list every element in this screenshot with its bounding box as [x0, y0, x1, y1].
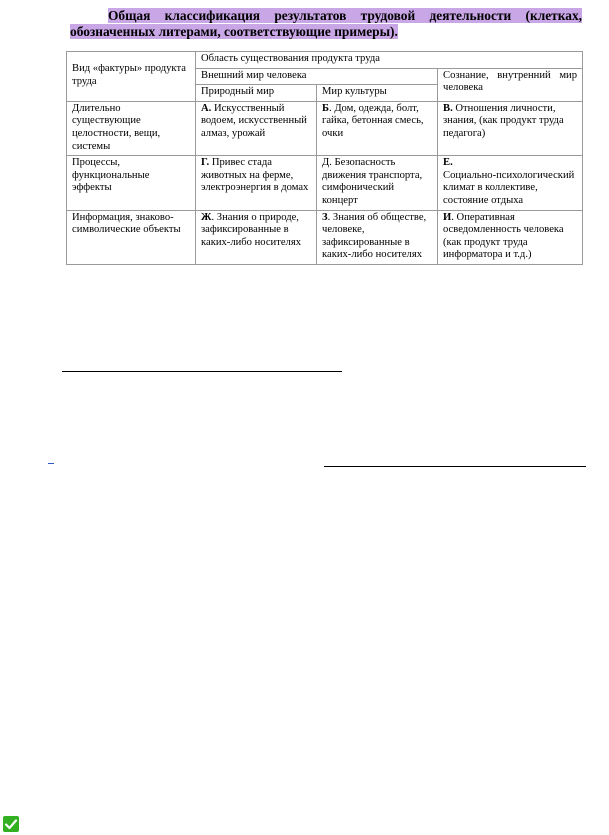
classification-table [66, 51, 583, 265]
header-culture-world: Мир культуры [317, 85, 438, 102]
row-label: Информация, знаково-символические объекты [67, 210, 196, 264]
row-label: Процессы, функциональные эффекты [67, 156, 196, 210]
document-heading [70, 8, 582, 40]
table-cell [438, 156, 583, 210]
cell-text: Социально-психологический климат в коллективе, состояние отдыха [443, 169, 575, 206]
table-cell [317, 156, 438, 210]
horizontal-rule [324, 466, 586, 467]
heading-line-1: Общая классификация результатов трудовой деятельности (клетках, [108, 8, 582, 23]
cell-letter: А. [201, 102, 212, 114]
cell-text: . Знания об обществе, человеке, зафиксированные в каких-либо носителях [322, 211, 427, 261]
cell-text: Искусственный водоем, искусственный алмаз, урожай [201, 102, 307, 139]
cell-text: . Дом, одежда, болт, гайка, бетонная смесь, очки [322, 102, 424, 139]
cell-letter: Б [322, 102, 330, 114]
cell-letter: И [443, 211, 452, 223]
cell-letter: Е. [443, 157, 453, 169]
header-product-type: Вид «фактуры» продукта труда [67, 52, 196, 102]
cell-text: Отношения личности, знания, (как продукт труда педагога) [443, 102, 564, 139]
cell-text: . Оперативная осведомленность человека (как продукт труда информатора и т.д.) [443, 211, 564, 261]
table-row [67, 101, 583, 155]
header-existence-area: Область существования продукта труда [196, 52, 583, 69]
table-cell [317, 210, 438, 264]
table-cell [317, 101, 438, 155]
cell-letter: Ж [201, 211, 212, 223]
table-cell [196, 101, 317, 155]
cell-letter: В. [443, 102, 453, 114]
table-row [67, 210, 583, 264]
table-cell [438, 101, 583, 155]
row-label: Длительно существующие целостности, вещи, системы [67, 101, 196, 155]
table-cell [438, 210, 583, 264]
link-underline-mark[interactable] [48, 463, 54, 464]
cell-text: . Знания о природе, зафиксированные в каких-либо носителях [201, 211, 302, 248]
cell-letter: Г. [201, 157, 210, 169]
header-consciousness: Сознание, внутренний мир человека [438, 68, 583, 101]
cell-text: Д. Безопасность движения транспорта, симфонический концерт [322, 157, 423, 206]
checkmark-icon [3, 816, 19, 832]
cell-text: Привес стада животных на ферме, электроэнергия в домах [201, 157, 309, 194]
cell-letter: З [322, 211, 328, 223]
header-natural-world: Природный мир [196, 85, 317, 102]
heading-line-2: обозначенных литерами, соответствующие примеры). [70, 24, 398, 39]
header-outer-world: Внешний мир человека [196, 68, 438, 85]
table-row [67, 156, 583, 210]
horizontal-rule [62, 371, 342, 372]
table-cell [196, 210, 317, 264]
table-cell [196, 156, 317, 210]
